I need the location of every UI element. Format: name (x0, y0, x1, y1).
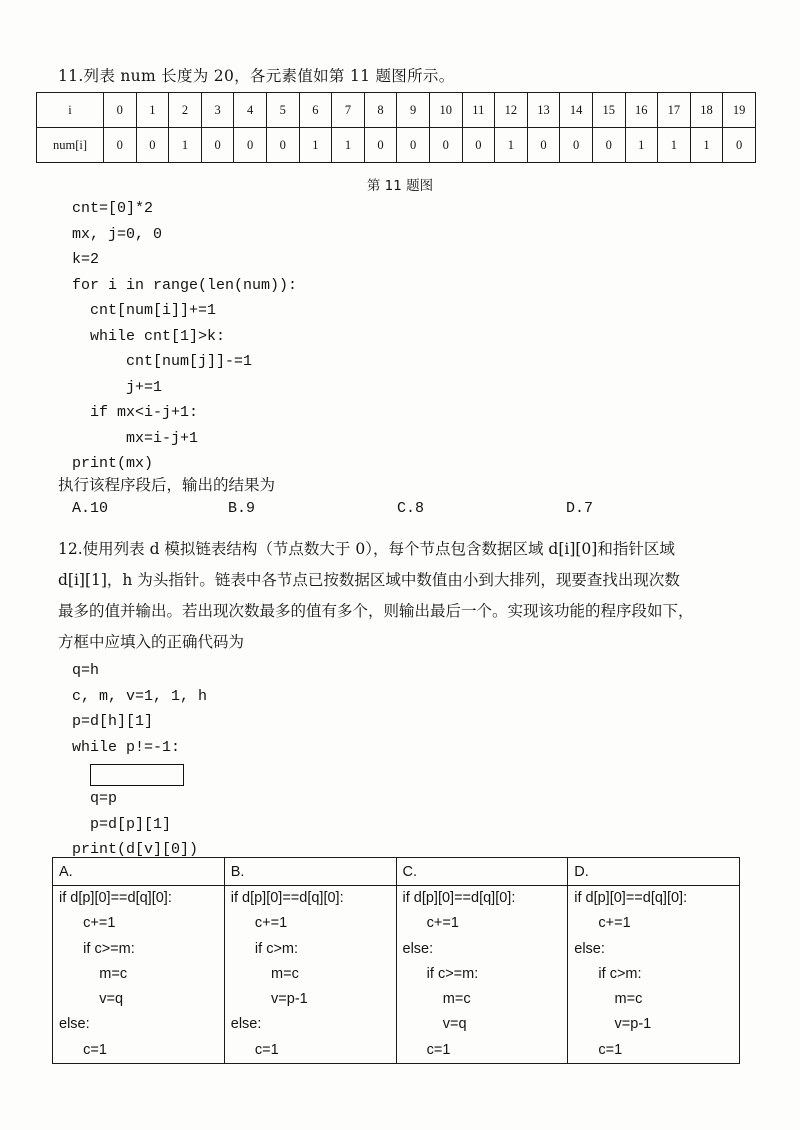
choice-a: A.10 (72, 500, 109, 517)
option-label: C. (396, 858, 568, 886)
i-cell: 16 (625, 93, 658, 128)
i-cell: 17 (658, 93, 691, 128)
option-code-line: c+=1 (59, 915, 116, 932)
num-cell: 0 (462, 128, 495, 163)
code-line: q=h (72, 662, 100, 679)
option-code-line: if d[p][0]==d[q][0]: (574, 890, 688, 906)
code-line: cnt[num[i]]+=1 (72, 302, 217, 319)
code-line: cnt=[0]*2 (72, 200, 154, 217)
option-code-line: v=p-1 (574, 1016, 652, 1033)
option-code-line: else: (230, 1016, 262, 1033)
code-line: k=2 (72, 251, 100, 268)
text-line: 方框中应填入的正确代码为 (58, 633, 245, 651)
option-code (53, 886, 225, 1064)
code-line: while p!=-1: (72, 738, 181, 756)
i-cell: 5 (266, 93, 299, 128)
i-cell: 19 (723, 93, 756, 128)
option-code-line: if c>=m: (402, 965, 479, 982)
option-code-line: if d[p][0]==d[q][0]: (230, 890, 344, 906)
num-cell: 1 (332, 128, 365, 163)
code-line: while cnt[1]>k: (72, 327, 226, 345)
num-cell: 0 (723, 128, 756, 163)
code-line: cnt[num[j]]-=1 (72, 353, 253, 370)
option-code (224, 886, 396, 1064)
i-cell: 0 (104, 93, 137, 128)
num-cell: 1 (690, 128, 723, 163)
option-label: D. (568, 858, 740, 886)
i-cell: 6 (299, 93, 332, 128)
q11-caption: 第 11 题图 (366, 178, 434, 194)
code-line: for i in range(len(num)): (72, 276, 298, 294)
i-cell: 15 (592, 93, 625, 128)
num-cell: 1 (625, 128, 658, 163)
num-cell: 0 (201, 128, 234, 163)
text-line: 最多的值并输出。若出现次数最多的值有多个，则输出最后一个。实现该功能的程序段如下， (58, 602, 694, 620)
num-cell: 1 (299, 128, 332, 163)
num-cell: 1 (169, 128, 202, 163)
num-cell: 0 (266, 128, 299, 163)
code-line: j+=1 (72, 378, 163, 396)
option-code-line: c+=1 (402, 915, 459, 932)
num-cell: 0 (560, 128, 593, 163)
code-line: c, m, v=1, 1, h (72, 687, 208, 705)
i-cell: 7 (332, 93, 365, 128)
q11-code-block (72, 196, 297, 477)
option-code-line: if c>=m: (59, 940, 135, 957)
option-code-line: v=q (402, 1016, 467, 1033)
i-cell: 12 (495, 93, 528, 128)
choice-d: D.7 (566, 500, 594, 517)
option-code-line: c+=1 (574, 915, 631, 932)
option-label: B. (224, 858, 396, 886)
num-cell: 0 (136, 128, 169, 163)
q12-text (58, 534, 758, 658)
i-cell: 8 (364, 93, 397, 128)
option-code-line: else: (574, 940, 605, 957)
i-cell: 13 (527, 93, 560, 128)
row-label-i: i (37, 93, 104, 128)
code-line: if mx<i-j+1: (72, 404, 199, 421)
i-cell: 14 (560, 93, 593, 128)
code-line: q=p (72, 790, 118, 807)
i-cell: 10 (429, 93, 462, 128)
num-cell: 0 (429, 128, 462, 163)
num-cell: 0 (527, 128, 560, 163)
option-code-line: c=1 (59, 1041, 107, 1058)
i-cell: 11 (462, 93, 495, 128)
options-body-row (53, 886, 740, 1064)
choice-b: B.9 (228, 500, 256, 517)
option-code (396, 886, 568, 1064)
option-code-line: if d[p][0]==d[q][0]: (402, 890, 516, 906)
option-code-line: c=1 (574, 1041, 623, 1058)
row-label-num: num[i] (37, 128, 104, 163)
code-line: p=d[h][1] (72, 713, 154, 730)
option-code-line: v=q (59, 991, 124, 1008)
option-code-line: if c>m: (230, 940, 299, 957)
option-code-line: c=1 (230, 1041, 279, 1058)
option-code-line: m=c (402, 991, 471, 1008)
num-cell: 0 (592, 128, 625, 163)
code-line: mx, j=0, 0 (72, 225, 163, 243)
text-line: 12.使用列表 d 模拟链表结构（节点数大于 0），每个节点包含数据区域 d[i][0]和指针区域 (58, 540, 675, 558)
i-cell: 4 (234, 93, 267, 128)
option-code-line: m=c (230, 965, 299, 982)
option-code-line: c=1 (402, 1041, 451, 1058)
q12-code-after (72, 786, 198, 863)
choice-c: C.8 (397, 500, 425, 517)
option-label: A. (53, 858, 225, 886)
num-cell: 0 (364, 128, 397, 163)
num-cell: 1 (495, 128, 528, 163)
i-cell: 9 (397, 93, 430, 128)
option-code-line: if d[p][0]==d[q][0]: (59, 890, 172, 906)
table-row-num (37, 128, 756, 163)
options-header-row (53, 858, 740, 886)
i-cell: 18 (690, 93, 723, 128)
num-cell: 1 (658, 128, 691, 163)
option-code-line: else: (402, 940, 434, 957)
option-code-line: c+=1 (230, 915, 288, 932)
option-code-line: m=c (574, 991, 643, 1008)
i-cell: 1 (136, 93, 169, 128)
i-cell: 2 (169, 93, 202, 128)
q11-title: 11.列表 num 长度为 20，各元素值如第 11 题图所示。 (58, 67, 455, 85)
code-line: mx=i-j+1 (72, 429, 199, 447)
q11-prompt: 执行该程序段后，输出的结果为 (58, 476, 276, 494)
option-code-line: if c>m: (574, 965, 642, 982)
q12-code-before (72, 658, 207, 760)
table-row-i (37, 93, 756, 128)
option-code-line: else: (59, 1016, 90, 1033)
text-line: d[i][1]，h 为头指针。链表中各节点已按数据区域中数值由小到大排列，现要查找出现次数 (58, 571, 680, 589)
i-cell: 3 (201, 93, 234, 128)
num-cell: 0 (104, 128, 137, 163)
num-cell: 0 (397, 128, 430, 163)
q11-num-table (36, 92, 756, 163)
num-cell: 0 (234, 128, 267, 163)
code-line: print(d[v][0]) (72, 841, 199, 858)
code-line: p=d[p][1] (72, 815, 172, 833)
option-code-line: v=p-1 (230, 991, 308, 1008)
option-code-line: m=c (59, 965, 128, 982)
q12-options-table (52, 857, 740, 1064)
option-code (568, 886, 740, 1064)
code-line: print(mx) (72, 455, 154, 472)
answer-blank-box (90, 764, 184, 786)
